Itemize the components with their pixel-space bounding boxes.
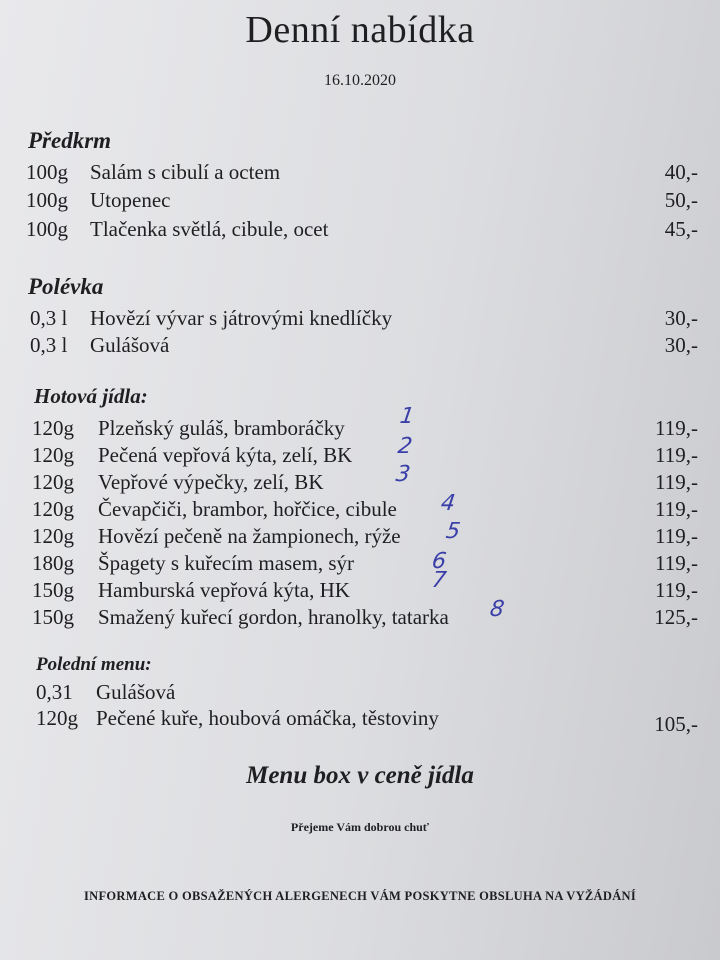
item-quantity: 120g — [32, 443, 74, 467]
allergen-notice: INFORMACE O OBSAŽENÝCH ALERGENECH VÁM POSKYTNE OBSLUHA NA VYŽÁDÁNÍ — [83, 889, 637, 903]
item-price: 119,- — [655, 443, 698, 467]
item-quantity: 100g — [26, 160, 68, 184]
section-heading-mains: Hotová jídla: — [34, 384, 148, 408]
item-name: Čevapčiči, brambor, hořčice, cibule — [98, 497, 397, 521]
menu-row — [0, 680, 720, 708]
section-heading-soups: Polévka — [28, 274, 104, 299]
item-price: 119,- — [655, 497, 698, 521]
item-name: Tlačenka světlá, cibule, ocet — [90, 217, 329, 241]
menu-row — [0, 404, 720, 444]
item-name: Gulášová — [90, 333, 170, 357]
menu-box-note: Menu box v ceně jídla — [246, 762, 474, 789]
item-name: Utopenec — [90, 188, 171, 212]
closing-wish: Přejeme Vám dobrou chuť — [290, 820, 430, 834]
handwritten-number: 5 — [444, 519, 462, 544]
handwritten-number: 7 — [430, 568, 448, 593]
menu-date: 16.10.2020 — [324, 72, 396, 89]
section-heading-starters: Předkrm — [28, 128, 112, 153]
menu-row — [0, 306, 720, 334]
menu-row — [0, 160, 720, 188]
item-quantity: 120g — [32, 470, 74, 494]
item-name: Hovězí vývar s játrovými knedlíčky — [90, 306, 393, 330]
handwritten-number: 1 — [398, 404, 416, 429]
item-quantity: 0,31 — [36, 680, 73, 704]
handwritten-number: 8 — [488, 597, 506, 622]
handwritten-number: 4 — [439, 491, 457, 516]
menu-row — [0, 491, 720, 525]
menu-row — [0, 462, 720, 498]
item-price: 119,- — [655, 470, 698, 494]
item-name: Smažený kuřecí gordon, hranolky, tatarka — [98, 605, 449, 629]
menu-row — [0, 568, 720, 606]
item-quantity: 100g — [26, 217, 68, 241]
item-name: Hovězí pečeně na žampionech, rýže — [98, 524, 401, 548]
item-price: 119,- — [655, 524, 698, 548]
item-quantity: 0,3 l — [30, 306, 68, 330]
menu-row — [0, 597, 720, 633]
item-price: 119,- — [655, 578, 698, 602]
section-heading-lunch-menu: Polední menu: — [36, 654, 152, 675]
item-quantity: 150g — [32, 605, 74, 629]
item-quantity: 120g — [32, 416, 74, 440]
item-price: 119,- — [655, 416, 698, 440]
item-quantity: 120g — [36, 706, 78, 730]
item-quantity: 120g — [32, 524, 74, 548]
menu-row — [0, 706, 720, 734]
menu-row — [0, 551, 720, 579]
item-price: 40,- — [664, 160, 698, 184]
menu-row — [0, 188, 720, 216]
item-name: Špagety s kuřecím masem, sýr — [98, 551, 355, 575]
handwritten-number: 2 — [396, 434, 414, 459]
menu-row — [0, 217, 720, 245]
item-quantity: 150g — [32, 578, 74, 602]
item-name: Salám s cibulí a octem — [90, 160, 281, 184]
menu-row — [0, 333, 720, 361]
menu-row — [0, 434, 720, 471]
menu-row — [0, 519, 720, 552]
item-quantity: 180g — [32, 551, 74, 575]
item-price: 45,- — [664, 217, 698, 241]
item-name: Pečená vepřová kýta, zelí, BK — [98, 443, 353, 467]
item-name: Plzeňský guláš, bramboráčky — [98, 416, 345, 440]
item-name: Pečené kuře, houbová omáčka, těstoviny — [96, 706, 439, 730]
item-quantity: 0,3 l — [30, 333, 68, 357]
item-price: 50,- — [664, 188, 698, 212]
handwritten-number: 6 — [430, 549, 448, 574]
page-title: Denní nabídka — [245, 9, 475, 51]
item-name: Gulášová — [96, 680, 176, 704]
item-price: 30,- — [664, 306, 698, 330]
item-price: 30,- — [664, 333, 698, 357]
item-price: 105,- — [654, 712, 698, 736]
handwritten-number: 3 — [394, 462, 412, 487]
item-price: 119,- — [655, 551, 698, 575]
item-quantity: 100g — [26, 188, 68, 212]
item-name: Vepřové výpečky, zelí, BK — [98, 470, 324, 494]
item-name: Hamburská vepřová kýta, HK — [98, 578, 350, 602]
item-price: 125,- — [654, 605, 698, 629]
item-quantity: 120g — [32, 497, 74, 521]
